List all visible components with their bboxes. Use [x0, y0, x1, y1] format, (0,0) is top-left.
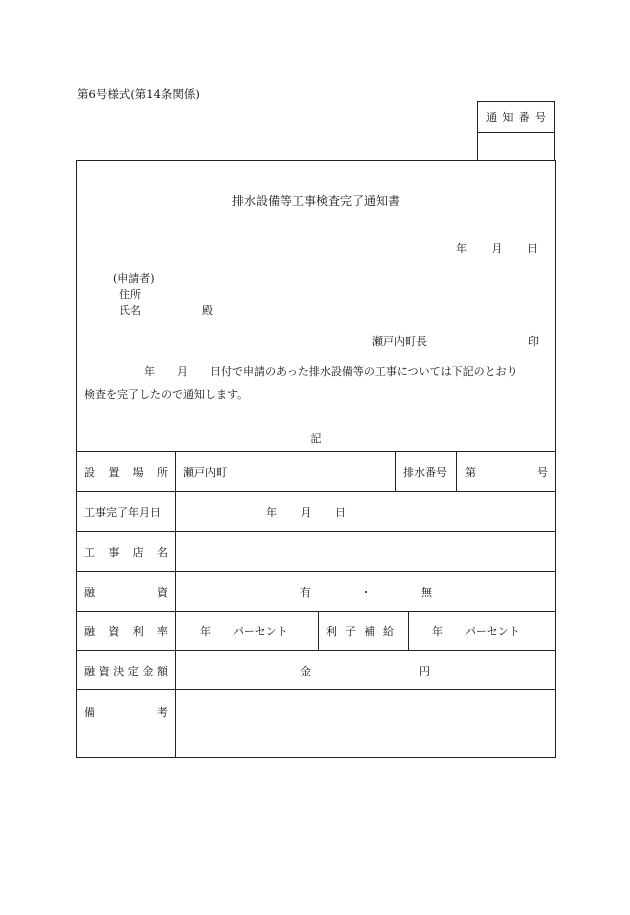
installation-location-value: 瀬戸内町: [183, 466, 227, 479]
label-char: 考: [157, 706, 168, 719]
table-line: [408, 611, 409, 650]
label-char: 名: [156, 546, 168, 559]
issue-date: [456, 240, 538, 256]
completion-date-label: 工事完了年月日: [84, 506, 161, 519]
label-char: 資: [98, 665, 110, 678]
label-char: 率: [156, 625, 168, 638]
contractor-name-label: [84, 544, 168, 560]
table-line: [318, 611, 319, 650]
value-char: 月: [300, 506, 312, 519]
issuer-name: 瀬戸内町長: [372, 335, 427, 348]
label-char: 置: [108, 466, 120, 479]
table-line: [395, 451, 396, 491]
label-char: 補: [364, 625, 375, 638]
label-char: 設: [84, 466, 95, 479]
label-char: 給: [383, 625, 394, 638]
label-char: 備: [84, 706, 95, 719]
applicant-heading: (申請者): [113, 272, 155, 285]
label-char: 場: [132, 466, 144, 479]
remarks-label: [84, 704, 168, 720]
financing-value: [300, 584, 432, 600]
value-char: 年: [266, 506, 277, 519]
value-char: 号: [537, 466, 548, 479]
table-line: [76, 571, 556, 572]
ki-heading: 記: [310, 432, 322, 445]
financing-amount-label: [84, 663, 168, 679]
label-char: 通: [486, 111, 497, 124]
label-char: 所: [156, 466, 168, 479]
table-line: [456, 451, 457, 491]
table-line: [76, 451, 556, 452]
label-char: 利: [326, 625, 337, 638]
table-line: [175, 451, 176, 758]
interest-subsidy-value: 年 パーセント: [432, 625, 520, 638]
value-char: 金: [300, 665, 311, 678]
honorific: 殿: [202, 304, 213, 317]
address-label: 住所: [119, 288, 141, 301]
label-char: 金: [142, 665, 154, 678]
value-char: 第: [465, 466, 476, 479]
date-year-char: 年: [456, 242, 467, 255]
label-char: 工: [84, 546, 95, 559]
notice-number-box: [477, 101, 555, 161]
value-char: 有: [300, 586, 311, 599]
body-text-line-1: 年 月 日付で申請のあった排水設備等の工事については下記のとおり: [144, 365, 518, 378]
table-line: [76, 689, 556, 690]
value-char: ・: [360, 586, 372, 599]
table-line: [76, 531, 556, 532]
label-char: 店: [132, 546, 144, 559]
completion-date-value: [266, 504, 346, 520]
label-char: 定: [127, 665, 139, 678]
date-day-char: 日: [527, 242, 538, 255]
label-char: 額: [156, 665, 168, 678]
financing-rate-value: 年 パーセント: [200, 625, 288, 638]
table-line: [76, 491, 556, 492]
label-char: 利: [132, 625, 144, 638]
table-line: [76, 650, 556, 651]
label-char: 資: [108, 625, 120, 638]
value-char: 日: [335, 506, 346, 519]
notice-number-value: [478, 132, 554, 160]
value-char: 無: [421, 586, 432, 599]
label-char: 決: [113, 665, 125, 678]
body-text-line-2: 検査を完了したので通知します。: [84, 388, 249, 401]
label-char: 番: [518, 111, 530, 124]
financing-amount-value: [300, 663, 430, 679]
financing-rate-label: [84, 623, 168, 639]
date-month-char: 月: [491, 242, 503, 255]
form-number: 第6号様式(第14条関係): [77, 87, 200, 101]
seal-mark: 印: [528, 335, 539, 348]
label-char: 融: [84, 665, 95, 678]
label-char: 融: [84, 625, 95, 638]
financing-label: [84, 584, 168, 600]
label-char: 子: [345, 625, 356, 638]
label-char: 号: [534, 111, 546, 124]
label-char: 事: [108, 546, 120, 559]
label-char: 資: [157, 586, 168, 599]
drain-number-label: 排水番号: [403, 466, 447, 479]
interest-subsidy-label: [326, 623, 394, 639]
table-line: [76, 611, 556, 612]
value-char: 円: [419, 665, 430, 678]
drain-number-value: [465, 464, 548, 480]
label-char: 知: [502, 111, 514, 124]
document-title: 排水設備等工事検査完了通知書: [231, 194, 400, 208]
notice-number-label: [478, 102, 554, 133]
label-char: 融: [84, 586, 95, 599]
name-label: 氏名: [119, 304, 141, 317]
installation-location-label: [84, 464, 168, 480]
